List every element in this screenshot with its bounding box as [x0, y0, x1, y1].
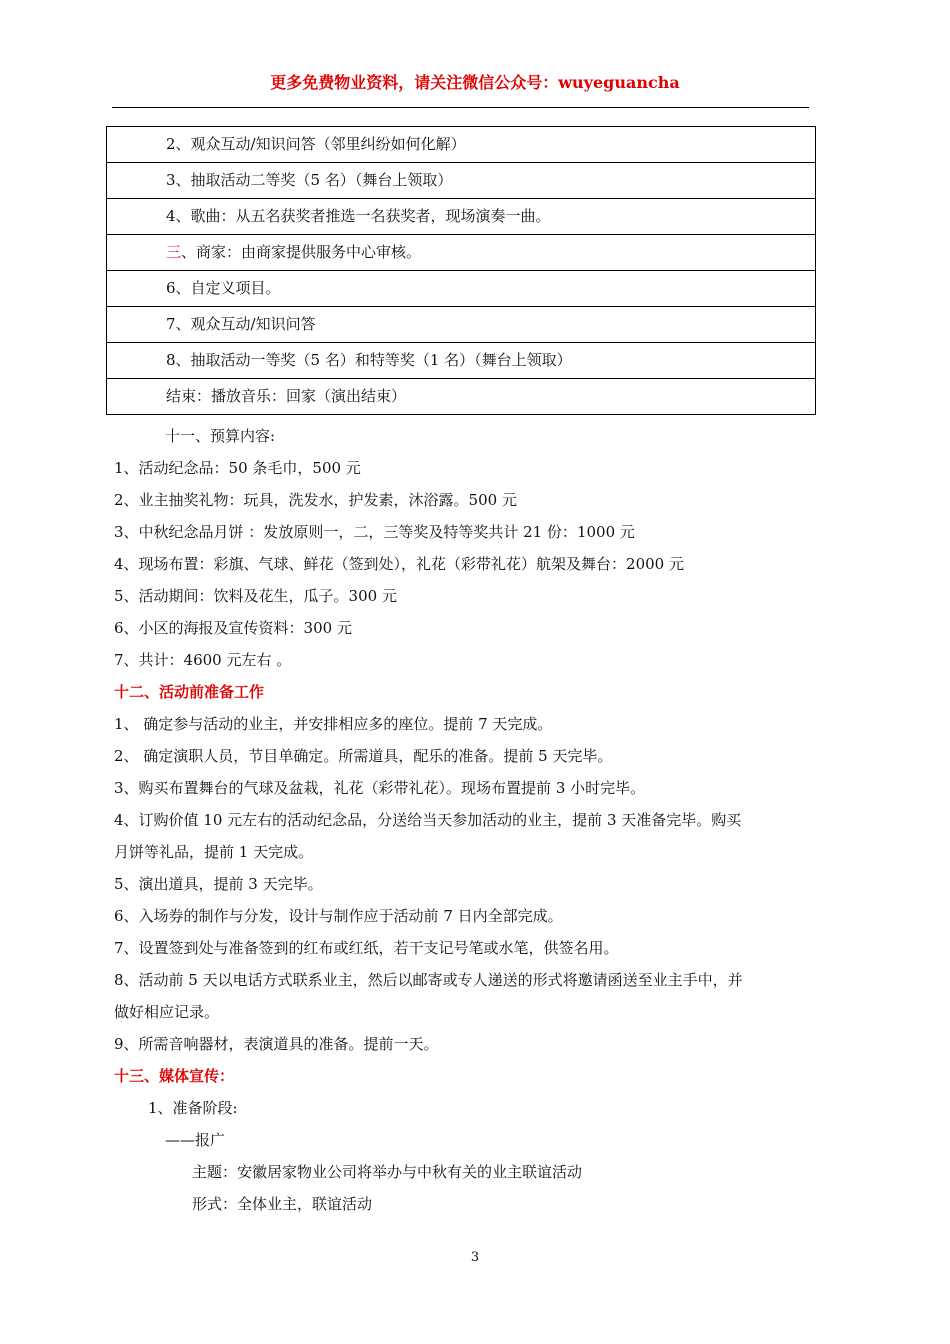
table-row — [107, 163, 816, 199]
media-channel: ——报广 — [165, 1131, 226, 1149]
prep-heading: 十二、活动前准备工作 — [114, 683, 265, 701]
table-row — [107, 271, 816, 307]
budget-item: 1、活动纪念品：50 条毛巾，500 元 — [114, 459, 361, 477]
header-divider — [112, 107, 809, 108]
page-number: 3 — [470, 1250, 480, 1265]
budget-total: 7、共计：4600 元左右 。 — [114, 651, 292, 669]
prep-item-continued: 做好相应记录。 — [114, 1003, 220, 1021]
budget-item: 3、中秋纪念品月饼 ：发放原则一，二，三等奖及特等奖共计 21 份：1000 元 — [114, 523, 635, 541]
prep-item: 9、所需音响器材，表演道具的准备。提前一天。 — [114, 1035, 439, 1053]
row-text: 、商家：由商家提供服务中心审核。 — [181, 243, 422, 261]
header-notice: 更多免费物业资料，请关注微信公众号：wuyeguancha — [270, 73, 680, 92]
media-heading: 十三、媒体宣传： — [114, 1067, 235, 1085]
table-cell: 3、抽取活动二等奖（5 名）（舞台上领取） — [107, 163, 816, 199]
media-form: 形式：全体业主，联谊活动 — [192, 1195, 373, 1213]
table-row — [107, 199, 816, 235]
budget-item: 2、业主抽奖礼物：玩具，洗发水，护发素，沐浴露。500 元 — [114, 491, 517, 509]
table-row — [107, 307, 816, 343]
prep-item: 7、设置签到处与准备签到的红布或红纸，若干支记号笔或水笔，供签名用。 — [114, 939, 619, 957]
budget-item: 6、小区的海报及宣传资料：300 元 — [114, 619, 352, 637]
table-cell: 结束：播放音乐：回家（演出结束） — [107, 379, 816, 415]
prep-item: 8、活动前 5 天以电话方式联系业主，然后以邮寄或专人递送的形式将邀请函送至业主手中，并 — [114, 971, 743, 989]
red-prefix: 三 — [166, 243, 182, 261]
budget-item: 5、活动期间：饮料及花生，瓜子。300 元 — [114, 587, 397, 605]
budget-item: 4、现场布置：彩旗、气球、鲜花（签到处），礼花（彩带礼花）航架及舞台：2000 元 — [114, 555, 684, 573]
prep-item-continued: 月饼等礼品，提前 1 天完成。 — [114, 843, 314, 861]
prep-item: 5、演出道具，提前 3 天完毕。 — [114, 875, 323, 893]
table-row — [107, 127, 816, 163]
media-stage: 1、准备阶段: — [148, 1099, 238, 1117]
prep-item: 6、入场券的制作与分发，设计与制作应于活动前 7 日内全部完成。 — [114, 907, 563, 925]
prep-item: 2、 确定演职人员，节目单确定。所需道具，配乐的准备。提前 5 天完毕。 — [114, 747, 613, 765]
table-row — [107, 343, 816, 379]
table-cell: 2、观众互动/知识问答（邻里纠纷如何化解） — [107, 127, 816, 163]
table-row — [107, 379, 816, 415]
table-cell: 6、自定义项目。 — [107, 271, 816, 307]
program-schedule-table — [106, 126, 816, 415]
table-cell: 8、抽取活动一等奖（5 名）和特等奖（1 名）（舞台上领取） — [107, 343, 816, 379]
table-cell: 4、歌曲：从五名获奖者推选一名获奖者，现场演奏一曲。 — [107, 199, 816, 235]
table-row — [107, 235, 816, 271]
prep-item: 1、 确定参与活动的业主，并安排相应多的座位。提前 7 天完成。 — [114, 715, 553, 733]
prep-item: 4、订购价值 10 元左右的活动纪念品，分送给当天参加活动的业主，提前 3 天准备完毕。购买 — [114, 811, 742, 829]
budget-heading: 十一、预算内容: — [165, 427, 276, 445]
media-theme: 主题：安徽居家物业公司将举办与中秋有关的业主联谊活动 — [192, 1163, 583, 1181]
table-cell: 7、观众互动/知识问答 — [107, 307, 816, 343]
table-cell — [107, 235, 816, 271]
prep-item: 3、购买布置舞台的气球及盆栽，礼花（彩带礼花）。现场布置提前 3 小时完毕。 — [114, 779, 646, 797]
